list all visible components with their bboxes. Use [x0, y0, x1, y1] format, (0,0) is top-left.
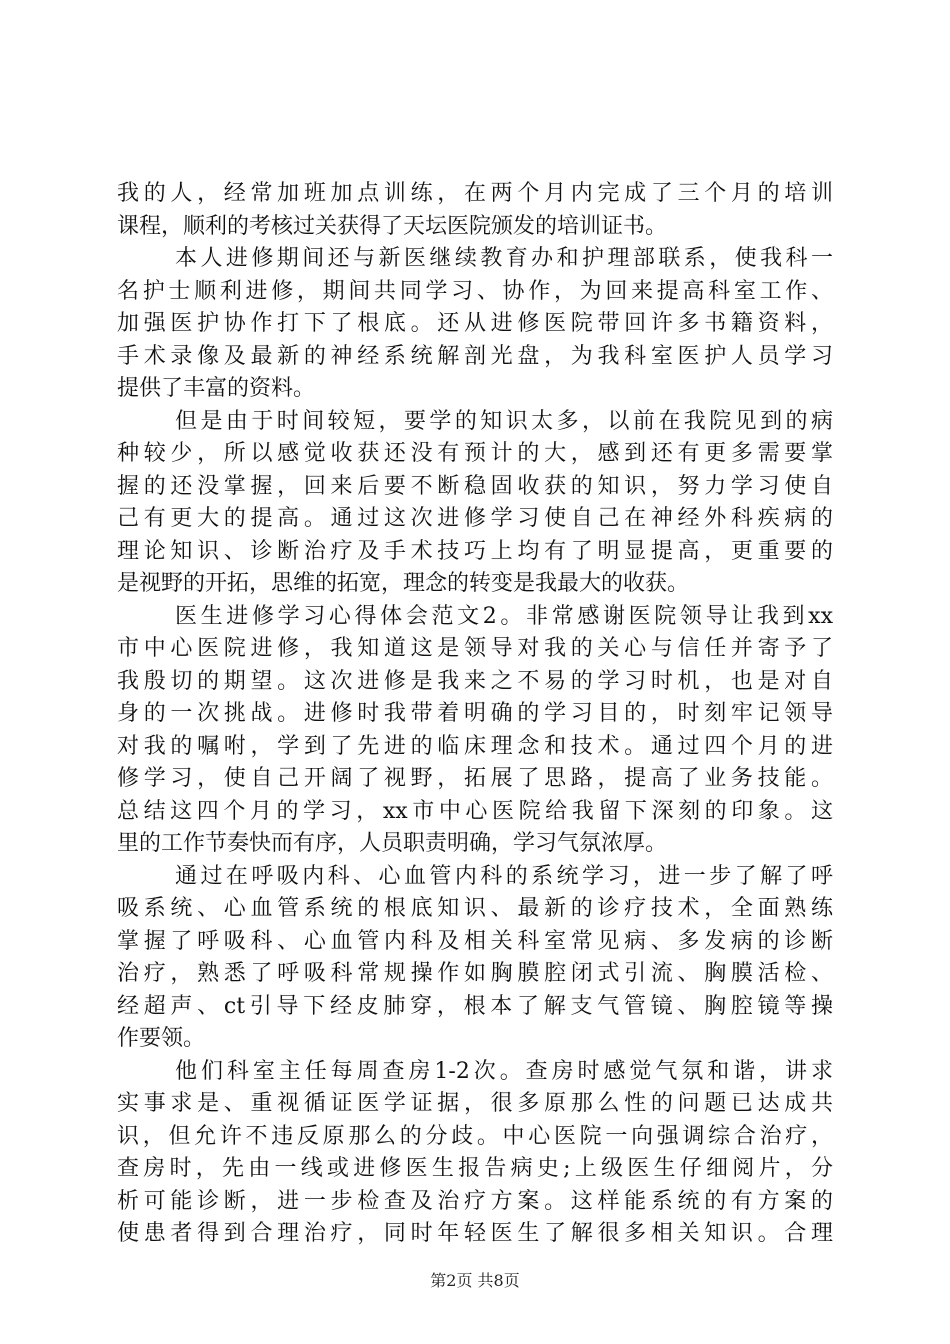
- text-line: 他们科室主任每周查房1-2次。查房时感觉气氛和谐，讲求: [175, 1058, 833, 1084]
- text-line: 总结这四个月的学习，xx市中心医院给我留下深刻的印象。这: [117, 798, 833, 824]
- text-line: 通过在呼吸内科、心血管内科的系统学习，进一步了解了呼: [175, 863, 833, 889]
- text-line: 查房时，先由一线或进修医生报告病史;上级医生仔细阅片，分: [117, 1156, 833, 1181]
- text-line: 握的还没掌握，回来后要不断稳固收获的知识，努力学习使自: [117, 473, 833, 499]
- text-line: 加强医护协作打下了根底。还从进修医院带回许多书籍资料，: [117, 311, 833, 336]
- text-line: 对我的嘱咐，学到了先进的临床理念和技术。通过四个月的进: [117, 733, 833, 759]
- text-line: 识，但允许不违反原那么的分歧。中心医院一向强调综合治疗，: [117, 1123, 833, 1149]
- text-line: 名护士顺利进修，期间共同学习、协作，为回来提高科室工作、: [117, 278, 833, 304]
- text-line: 理论知识、诊断治疗及手术技巧上均有了明显提高，更重要的: [117, 538, 833, 564]
- text-line: 是视野的开拓，思维的拓宽，理念的转变是我最大的收获。: [117, 571, 690, 596]
- text-line: 课程，顺利的考核过关获得了天坛医院颁发的培训证书。: [117, 213, 668, 239]
- text-line: 经超声、ct引导下经皮肺穿，根本了解支气管镜、胸腔镜等操: [117, 993, 833, 1019]
- body-text: [117, 178, 833, 1251]
- text-line: 本人进修期间还与新医继续教育办和护理部联系，使我科一: [175, 246, 833, 271]
- page-number-footer: 第2页 共8页: [430, 1271, 520, 1290]
- text-line: 作要领。: [117, 1026, 206, 1051]
- text-line: 治疗，熟悉了呼吸科常规操作如胸膜腔闭式引流、胸膜活检、: [117, 961, 833, 986]
- text-line: 我的人，经常加班加点训练，在两个月内完成了三个月的培训: [117, 181, 833, 206]
- text-line: 掌握了呼吸科、心血管内科及相关科室常见病、多发病的诊断: [117, 928, 833, 954]
- text-line: 医生进修学习心得体会范文2。非常感谢医院领导让我到xx: [175, 603, 833, 629]
- text-line: 使患者得到合理治疗，同时年轻医生了解很多相关知识。合理: [117, 1221, 833, 1246]
- text-line: 手术录像及最新的神经系统解剖光盘，为我科室医护人员学习: [117, 343, 833, 369]
- text-line: 实事求是、重视循证医学证据，很多原那么性的问题已达成共: [117, 1091, 833, 1116]
- text-line: 修学习，使自己开阔了视野，拓展了思路，提高了业务技能。: [117, 766, 833, 791]
- text-line: 种较少，所以感觉收获还没有预计的大，感到还有更多需要掌: [117, 441, 833, 466]
- text-line: 析可能诊断，进一步检查及治疗方案。这样能系统的有方案的: [117, 1188, 833, 1214]
- text-line: 身的一次挑战。进修时我带着明确的学习目的，时刻牢记领导: [117, 701, 833, 726]
- text-line: 市中心医院进修，我知道这是领导对我的关心与信任并寄予了: [117, 636, 833, 661]
- text-line: 里的工作节奏快而有序，人员职责明确，学习气氛浓厚。: [117, 831, 668, 856]
- text-line: 己有更大的提高。通过这次进修学习使自己在神经外科疾病的: [117, 506, 833, 531]
- text-line: 提供了丰富的资料。: [117, 376, 316, 401]
- text-line: 但是由于时间较短，要学的知识太多，以前在我院见到的病: [175, 408, 833, 434]
- text-line: 我殷切的期望。这次进修是我来之不易的学习时机，也是对自: [117, 668, 833, 694]
- text-line: 吸系统、心血管系统的根底知识、最新的诊疗技术，全面熟练: [117, 896, 833, 921]
